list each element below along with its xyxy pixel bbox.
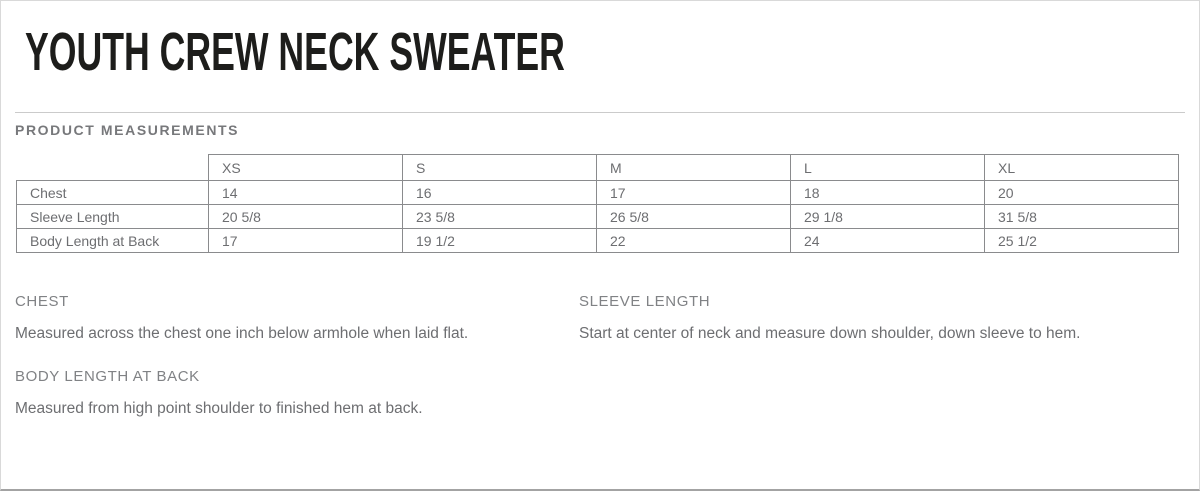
definition-body-length-at-back-term: BODY LENGTH AT BACK	[15, 368, 200, 385]
product-measurements-heading: PRODUCT MEASUREMENTS	[15, 122, 240, 138]
measurement-cell: 20	[985, 181, 1179, 205]
row-label-body-length-at-back: Body Length at Back	[17, 229, 209, 253]
definition-sleeve-length-description: Start at center of neck and measure down shoulder, down sleeve to hem.	[579, 325, 1081, 342]
table-row-sleeve-length	[17, 205, 1179, 229]
title-divider	[15, 112, 1185, 113]
size-column-header-s: S	[403, 155, 597, 181]
definition-body-length-at-back-description: Measured from high point shoulder to finished hem at back.	[15, 400, 423, 417]
definition-chest	[15, 293, 579, 348]
measurement-cell: 26 5/8	[597, 205, 791, 229]
table-row-body-length-at-back	[17, 229, 1179, 253]
measurement-cell: 20 5/8	[209, 205, 403, 229]
measurement-cell: 29 1/8	[791, 205, 985, 229]
definition-sleeve-length-term: SLEEVE LENGTH	[579, 293, 711, 310]
definition-chest-description: Measured across the chest one inch below armhole when laid flat.	[15, 325, 469, 342]
measurement-cell: 18	[791, 181, 985, 205]
measurement-cell: 31 5/8	[985, 205, 1179, 229]
size-chart-table	[16, 154, 1179, 253]
size-header-row	[17, 155, 1179, 181]
measurement-cell: 16	[403, 181, 597, 205]
definition-chest-term: CHEST	[15, 293, 69, 310]
measurement-cell: 25 1/2	[985, 229, 1179, 253]
size-column-header-xs: XS	[209, 155, 403, 181]
measurement-cell: 17	[209, 229, 403, 253]
measurement-cell: 22	[597, 229, 791, 253]
definition-body-length-at-back	[15, 368, 579, 423]
size-column-header-m: M	[597, 155, 791, 181]
row-label-chest: Chest	[17, 181, 209, 205]
measurement-cell: 17	[597, 181, 791, 205]
measurement-cell: 24	[791, 229, 985, 253]
definition-sleeve-length	[579, 293, 1099, 348]
table-row-chest	[17, 181, 1179, 205]
table-corner-cell	[17, 155, 209, 181]
measurement-cell: 23 5/8	[403, 205, 597, 229]
measurement-cell: 14	[209, 181, 403, 205]
page-title: YOUTH CREW NECK SWEATER	[25, 22, 565, 82]
measurement-definitions	[15, 293, 1199, 423]
size-column-header-xl: XL	[985, 155, 1179, 181]
size-column-header-l: L	[791, 155, 985, 181]
measurement-cell: 19 1/2	[403, 229, 597, 253]
row-label-sleeve-length: Sleeve Length	[17, 205, 209, 229]
